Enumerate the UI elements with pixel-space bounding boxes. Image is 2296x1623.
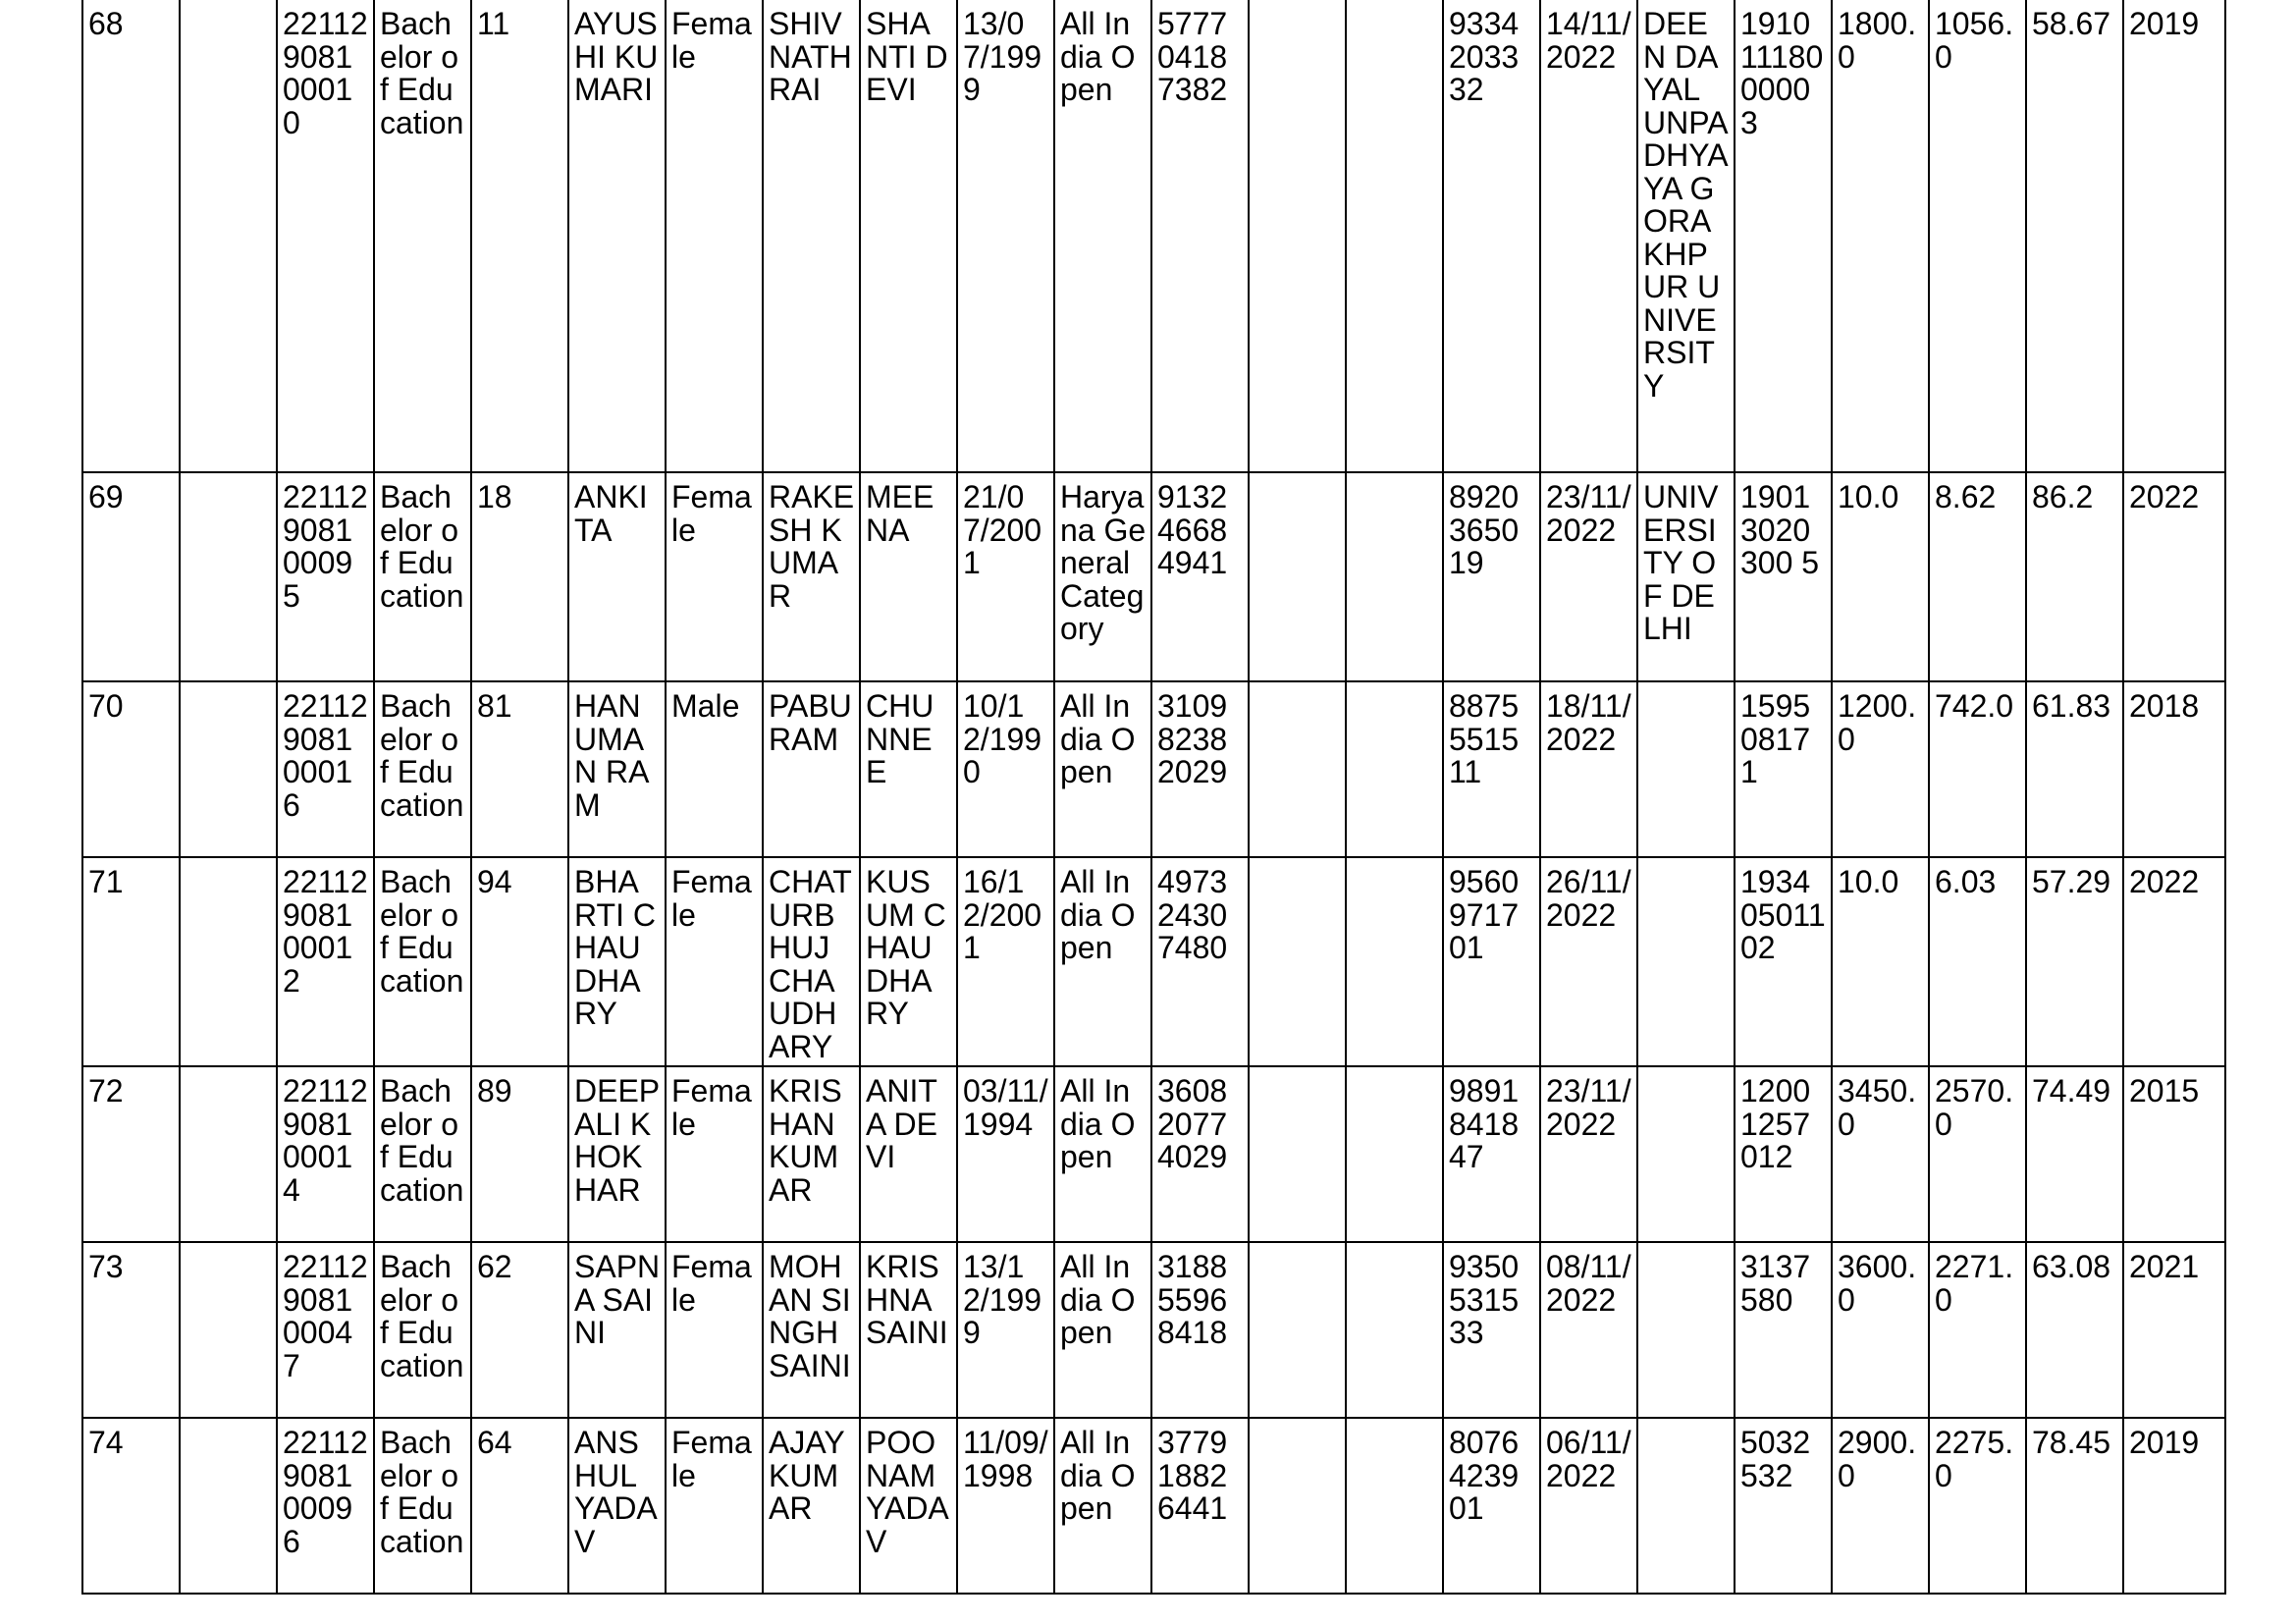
cell-obtained: 1056.0 <box>1929 0 2026 472</box>
cell-aadhaar: 310982382029 <box>1151 681 1249 857</box>
cell-rank: 62 <box>471 1242 568 1418</box>
cell-obtained: 2570.0 <box>1929 1066 2026 1242</box>
cell-sno: 71 <box>82 857 180 1066</box>
cell-father: PABU RAM <box>763 681 860 857</box>
cell-mobile: 9560971701 <box>1443 857 1540 1066</box>
cell-app-no: 22112908100095 <box>277 472 374 681</box>
cell-name: BHARTI CHAUDHARY <box>568 857 666 1066</box>
cell-aadhaar: 913246684941 <box>1151 472 1249 681</box>
cell-date: 06/11/2022 <box>1540 1418 1637 1594</box>
cell-app-no: 22112908100012 <box>277 857 374 1066</box>
cell-roll-no: 12001257012 <box>1735 1066 1832 1242</box>
cell-roll-no: 19013020300 5 <box>1735 472 1832 681</box>
table-row <box>82 1066 2225 1242</box>
cell-app-no: 22112908100047 <box>277 1242 374 1418</box>
cell-percent: 78.45 <box>2026 1418 2123 1594</box>
cell-max-marks: 3450.0 <box>1832 1066 1929 1242</box>
cell-category: All India Open <box>1054 0 1151 472</box>
cell-date: 18/11/2022 <box>1540 681 1637 857</box>
cell-percent: 63.08 <box>2026 1242 2123 1418</box>
cell-blank2 <box>1249 1242 1346 1418</box>
cell-blank2 <box>1249 681 1346 857</box>
cell-blank2 <box>1249 0 1346 472</box>
cell-course: Bachelor of Education <box>374 1418 471 1594</box>
cell-dob: 13/07/1999 <box>957 0 1054 472</box>
cell-dob: 16/12/2001 <box>957 857 1054 1066</box>
cell-blank3 <box>1346 1242 1443 1418</box>
cell-max-marks: 3600.0 <box>1832 1242 1929 1418</box>
cell-father: KRISHAN KUMAR <box>763 1066 860 1242</box>
cell-year: 2022 <box>2123 857 2225 1066</box>
cell-roll-no: 3137580 <box>1735 1242 1832 1418</box>
table-row <box>82 1418 2225 1594</box>
records-body <box>82 0 2225 1594</box>
cell-rank: 81 <box>471 681 568 857</box>
cell-blank3 <box>1346 0 1443 472</box>
table-row <box>82 681 2225 857</box>
cell-year: 2019 <box>2123 0 2225 472</box>
cell-university <box>1637 1066 1735 1242</box>
cell-category: All India Open <box>1054 1242 1151 1418</box>
cell-blank2 <box>1249 1066 1346 1242</box>
cell-university: UNIVERSITY OF DELHI <box>1637 472 1735 681</box>
cell-year: 2018 <box>2123 681 2225 857</box>
cell-category: Haryana General Category <box>1054 472 1151 681</box>
cell-blank2 <box>1249 1418 1346 1594</box>
cell-category: All India Open <box>1054 1066 1151 1242</box>
cell-rank: 64 <box>471 1418 568 1594</box>
cell-aadhaar: 577704187382 <box>1151 0 1249 472</box>
cell-university <box>1637 857 1735 1066</box>
cell-gender: Female <box>666 1242 763 1418</box>
cell-sno: 74 <box>82 1418 180 1594</box>
cell-sno: 68 <box>82 0 180 472</box>
cell-sno: 70 <box>82 681 180 857</box>
cell-university <box>1637 1418 1735 1594</box>
cell-aadhaar: 360820774029 <box>1151 1066 1249 1242</box>
cell-date: 23/11/2022 <box>1540 1066 1637 1242</box>
records-table <box>81 0 2226 1595</box>
cell-blank2 <box>1249 472 1346 681</box>
cell-roll-no: 19340501102 <box>1735 857 1832 1066</box>
cell-app-no: 22112908100010 <box>277 0 374 472</box>
cell-sno: 72 <box>82 1066 180 1242</box>
cell-name: HANUMAN RAM <box>568 681 666 857</box>
cell-dob: 03/11/1994 <box>957 1066 1054 1242</box>
cell-percent: 74.49 <box>2026 1066 2123 1242</box>
cell-year: 2015 <box>2123 1066 2225 1242</box>
cell-blank1 <box>180 1418 277 1594</box>
cell-name: ANSHUL YADAV <box>568 1418 666 1594</box>
cell-blank1 <box>180 1066 277 1242</box>
cell-name: ANKITA <box>568 472 666 681</box>
cell-year: 2021 <box>2123 1242 2225 1418</box>
cell-obtained: 8.62 <box>1929 472 2026 681</box>
cell-mobile: 9891841847 <box>1443 1066 1540 1242</box>
cell-gender: Female <box>666 0 763 472</box>
cell-aadhaar: 497324307480 <box>1151 857 1249 1066</box>
table-row <box>82 472 2225 681</box>
cell-blank3 <box>1346 857 1443 1066</box>
cell-app-no: 22112908100016 <box>277 681 374 857</box>
cell-father: RAKESH KUMAR <box>763 472 860 681</box>
cell-dob: 10/12/1990 <box>957 681 1054 857</box>
cell-course: Bachelor of Education <box>374 1242 471 1418</box>
cell-blank1 <box>180 0 277 472</box>
cell-app-no: 22112908100096 <box>277 1418 374 1594</box>
cell-mother: CHUNNEE <box>860 681 957 857</box>
cell-roll-no: 5032532 <box>1735 1418 1832 1594</box>
cell-rank: 18 <box>471 472 568 681</box>
cell-category: All India Open <box>1054 1418 1151 1594</box>
cell-name: DEEPALI KHOKHAR <box>568 1066 666 1242</box>
cell-gender: Male <box>666 681 763 857</box>
cell-percent: 58.67 <box>2026 0 2123 472</box>
cell-mother: KUSUM CHAUDHARY <box>860 857 957 1066</box>
cell-aadhaar: 377918826441 <box>1151 1418 1249 1594</box>
cell-sno: 73 <box>82 1242 180 1418</box>
cell-obtained: 2271.0 <box>1929 1242 2026 1418</box>
cell-percent: 57.29 <box>2026 857 2123 1066</box>
cell-mother: POONAM YADAV <box>860 1418 957 1594</box>
cell-rank: 89 <box>471 1066 568 1242</box>
cell-university: DEEN DAYAL UNPADHYAYA GORAKHPUR UNIVERSITY <box>1637 0 1735 472</box>
cell-course: Bachelor of Education <box>374 681 471 857</box>
cell-course: Bachelor of Education <box>374 1066 471 1242</box>
cell-blank1 <box>180 1242 277 1418</box>
cell-mobile: 8920365019 <box>1443 472 1540 681</box>
cell-blank1 <box>180 857 277 1066</box>
cell-rank: 11 <box>471 0 568 472</box>
cell-mobile: 8875551511 <box>1443 681 1540 857</box>
cell-gender: Female <box>666 1066 763 1242</box>
cell-max-marks: 10.0 <box>1832 857 1929 1066</box>
cell-dob: 13/12/1999 <box>957 1242 1054 1418</box>
table-row <box>82 0 2225 472</box>
cell-course: Bachelor of Education <box>374 857 471 1066</box>
cell-father: CHATURBHUJ CHAUDHARY <box>763 857 860 1066</box>
cell-aadhaar: 318855968418 <box>1151 1242 1249 1418</box>
cell-gender: Female <box>666 857 763 1066</box>
cell-dob: 11/09/1998 <box>957 1418 1054 1594</box>
cell-obtained: 742.0 <box>1929 681 2026 857</box>
cell-date: 14/11/2022 <box>1540 0 1637 472</box>
cell-blank3 <box>1346 1066 1443 1242</box>
cell-father: AJAY KUMAR <box>763 1418 860 1594</box>
table-row <box>82 1242 2225 1418</box>
cell-category: All India Open <box>1054 681 1151 857</box>
cell-blank1 <box>180 681 277 857</box>
cell-rank: 94 <box>471 857 568 1066</box>
cell-university <box>1637 681 1735 857</box>
cell-name: SAPNA SAINI <box>568 1242 666 1418</box>
cell-course: Bachelor of Education <box>374 0 471 472</box>
cell-sno: 69 <box>82 472 180 681</box>
cell-app-no: 22112908100014 <box>277 1066 374 1242</box>
cell-blank2 <box>1249 857 1346 1066</box>
table-row <box>82 857 2225 1066</box>
cell-percent: 86.2 <box>2026 472 2123 681</box>
cell-mobile: 9334203332 <box>1443 0 1540 472</box>
cell-father: MOHAN SINGH SAINI <box>763 1242 860 1418</box>
cell-course: Bachelor of Education <box>374 472 471 681</box>
cell-gender: Female <box>666 1418 763 1594</box>
cell-mother: SHANTI DEVI <box>860 0 957 472</box>
cell-dob: 21/07/2001 <box>957 472 1054 681</box>
cell-date: 08/11/2022 <box>1540 1242 1637 1418</box>
cell-father: SHIVNATH RAI <box>763 0 860 472</box>
cell-percent: 61.83 <box>2026 681 2123 857</box>
cell-blank3 <box>1346 1418 1443 1594</box>
cell-mobile: 8076423901 <box>1443 1418 1540 1594</box>
cell-mother: ANITA DEVI <box>860 1066 957 1242</box>
cell-obtained: 2275.0 <box>1929 1418 2026 1594</box>
cell-obtained: 6.03 <box>1929 857 2026 1066</box>
cell-max-marks: 10.0 <box>1832 472 1929 681</box>
cell-max-marks: 1200.0 <box>1832 681 1929 857</box>
cell-gender: Female <box>666 472 763 681</box>
cell-name: AYUSHI KUMARI <box>568 0 666 472</box>
cell-university <box>1637 1242 1735 1418</box>
cell-max-marks: 2900.0 <box>1832 1418 1929 1594</box>
cell-mother: KRISHNA SAINI <box>860 1242 957 1418</box>
cell-roll-no: 19101118000003 <box>1735 0 1832 472</box>
cell-roll-no: 159508171 <box>1735 681 1832 857</box>
cell-date: 23/11/2022 <box>1540 472 1637 681</box>
cell-max-marks: 1800.0 <box>1832 0 1929 472</box>
cell-year: 2019 <box>2123 1418 2225 1594</box>
cell-mother: MEENA <box>860 472 957 681</box>
cell-mobile: 9350531533 <box>1443 1242 1540 1418</box>
cell-blank3 <box>1346 681 1443 857</box>
cell-blank1 <box>180 472 277 681</box>
cell-date: 26/11/2022 <box>1540 857 1637 1066</box>
cell-year: 2022 <box>2123 472 2225 681</box>
cell-blank3 <box>1346 472 1443 681</box>
cell-category: All India Open <box>1054 857 1151 1066</box>
